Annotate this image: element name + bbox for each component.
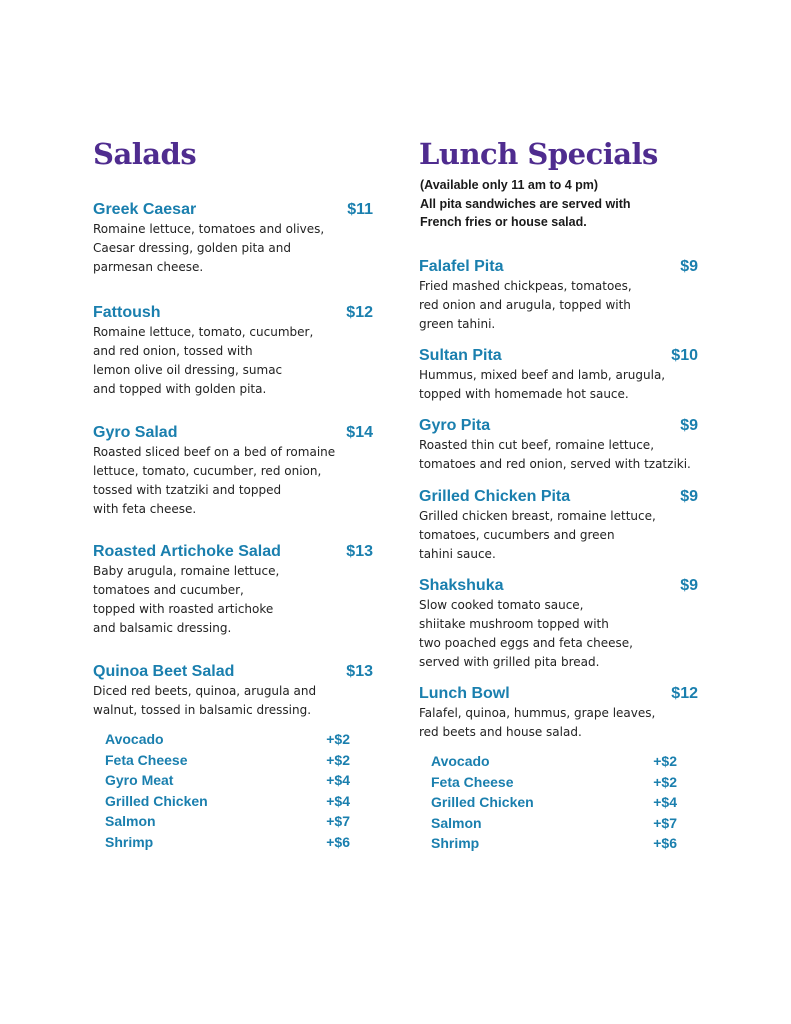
- description-line: topped with homemade hot sauce.: [419, 387, 629, 401]
- item-price: $13: [346, 663, 373, 680]
- addon-name: Shrimp: [105, 833, 154, 850]
- description-line: walnut, tossed in balsamic dressing.: [93, 703, 312, 717]
- addon-price: +$2: [653, 773, 677, 790]
- item-price: $10: [671, 347, 698, 364]
- item-price: $12: [671, 685, 698, 702]
- item-price: $12: [346, 304, 373, 321]
- salads-title: Salads: [93, 137, 197, 171]
- description-line: red beets and house salad.: [419, 725, 582, 739]
- item-description: [93, 443, 375, 519]
- addon-salmon: [431, 813, 677, 834]
- description-line: Grilled chicken breast, romaine lettuce,: [419, 509, 656, 523]
- menu-item-gyro-pita: [419, 416, 701, 474]
- addon-avocado: [105, 729, 350, 750]
- item-description: [419, 366, 701, 404]
- description-line: tossed with tzatziki and topped: [93, 483, 282, 497]
- addon-price: +$4: [326, 772, 350, 788]
- description-line: Caesar dressing, golden pita and: [93, 241, 291, 255]
- item-description: [419, 277, 701, 334]
- description-line: shiitake mushroom topped with: [419, 617, 609, 631]
- description-line: red onion and arugula, topped with: [419, 298, 631, 312]
- item-name: Greek Caesar: [93, 201, 197, 218]
- item-name: Lunch Bowl: [419, 685, 510, 702]
- menu-item-gyro-salad: [93, 423, 375, 519]
- addon-price: +$4: [326, 792, 350, 809]
- item-description: [419, 507, 701, 564]
- description-line: Slow cooked tomato sauce,: [419, 598, 584, 612]
- addon-price: +$2: [326, 731, 350, 747]
- item-price: $11: [347, 201, 373, 218]
- menu-item-greek-caesar: [93, 200, 375, 277]
- description-line: and balsamic dressing.: [93, 621, 232, 635]
- addon-feta-cheese: [105, 750, 350, 771]
- description-line: two poached eggs and feta cheese,: [419, 636, 633, 650]
- addon-price: +$6: [653, 835, 677, 851]
- addon-name: Avocado: [431, 753, 490, 769]
- salads-addons-list: [105, 729, 350, 852]
- description-line: Hummus, mixed beef and lamb, arugula,: [419, 368, 666, 382]
- item-name: Gyro Salad: [93, 424, 178, 441]
- description-line: parmesan cheese.: [93, 260, 204, 274]
- lunch-specials-title: Lunch Specials: [419, 137, 658, 171]
- description-line: and topped with golden pita.: [93, 382, 267, 396]
- item-description: [419, 704, 701, 742]
- addon-shrimp: [431, 833, 677, 854]
- description-line: Roasted thin cut beef, romaine lettuce,: [419, 438, 655, 452]
- addon-name: Avocado: [105, 731, 164, 747]
- description-line: and red onion, tossed with: [93, 344, 253, 358]
- addon-price: +$7: [326, 813, 350, 829]
- description-line: tomatoes and red onion, served with tzatziki.: [419, 457, 691, 471]
- addon-name: Salmon: [105, 813, 156, 829]
- addon-name: Feta Cheese: [431, 773, 514, 790]
- addon-avocado: [431, 751, 677, 772]
- description-line: Falafel, quinoa, hummus, grape leaves,: [419, 706, 656, 720]
- addon-shrimp: [105, 832, 350, 853]
- menu-item-lunch-bowl: [419, 684, 701, 742]
- description-line: topped with roasted artichoke: [93, 602, 274, 616]
- addon-name: Gyro Meat: [105, 772, 174, 788]
- addon-grilled-chicken: [431, 792, 677, 813]
- item-description: [419, 436, 701, 474]
- description-line: tomatoes and cucumber,: [93, 583, 244, 597]
- addon-name: Grilled Chicken: [431, 794, 534, 810]
- addon-price: +$4: [653, 794, 677, 810]
- addon-name: Shrimp: [431, 835, 480, 851]
- item-description: [93, 682, 375, 720]
- item-price: $9: [680, 258, 698, 275]
- item-price: $9: [680, 488, 698, 505]
- note-line: French fries or house salad.: [420, 215, 587, 229]
- item-name: Quinoa Beet Salad: [93, 663, 235, 680]
- item-description: [93, 562, 375, 638]
- addon-price: +$2: [653, 753, 677, 769]
- item-price: $9: [680, 577, 698, 594]
- description-line: with feta cheese.: [93, 502, 197, 516]
- item-description: [419, 596, 701, 672]
- item-price: $13: [346, 543, 373, 560]
- description-line: Baby arugula, romaine lettuce,: [93, 564, 280, 578]
- menu-item-fattoush: [93, 303, 375, 399]
- menu-item-shakshuka: [419, 576, 701, 672]
- item-description: [93, 323, 375, 399]
- addon-feta-cheese: [431, 772, 677, 793]
- item-price: $14: [346, 424, 373, 441]
- addon-price: +$7: [653, 814, 677, 831]
- lunch-addons-list: [431, 751, 677, 854]
- description-line: tomatoes, cucumbers and green: [419, 528, 615, 542]
- item-description: [93, 220, 375, 277]
- description-line: green tahini.: [419, 317, 496, 331]
- description-line: Romaine lettuce, tomato, cucumber,: [93, 325, 314, 339]
- menu-item-falafel-pita: [419, 257, 701, 334]
- description-line: tahini sauce.: [419, 547, 496, 561]
- description-line: Roasted sliced beef on a bed of romaine: [93, 445, 336, 459]
- addon-name: Grilled Chicken: [105, 792, 208, 809]
- addon-gyro-meat: [105, 770, 350, 791]
- menu-item-quinoa-beet-salad: [93, 662, 375, 720]
- description-line: Diced red beets, quinoa, arugula and: [93, 684, 317, 698]
- note-line: (Available only 11 am to 4 pm): [420, 178, 599, 192]
- item-name: Shakshuka: [419, 577, 504, 594]
- addon-name: Salmon: [431, 814, 482, 831]
- menu-item-roasted-artichoke-salad: [93, 542, 375, 638]
- description-line: lemon olive oil dressing, sumac: [93, 363, 283, 377]
- lunch-availability-note: [420, 176, 710, 232]
- item-name: Falafel Pita: [419, 258, 504, 275]
- item-name: Fattoush: [93, 304, 161, 321]
- addon-price: +$2: [326, 751, 350, 768]
- item-name: Gyro Pita: [419, 417, 491, 434]
- description-line: Romaine lettuce, tomatoes and olives,: [93, 222, 325, 236]
- item-name: Grilled Chicken Pita: [419, 488, 571, 505]
- description-line: Fried mashed chickpeas, tomatoes,: [419, 279, 632, 293]
- description-line: served with grilled pita bread.: [419, 655, 600, 669]
- addon-name: Feta Cheese: [105, 751, 188, 768]
- addon-grilled-chicken: [105, 791, 350, 812]
- addon-salmon: [105, 811, 350, 832]
- item-name: Sultan Pita: [419, 347, 502, 364]
- description-line: lettuce, tomato, cucumber, red onion,: [93, 464, 322, 478]
- addon-price: +$6: [326, 833, 350, 850]
- menu-item-sultan-pita: [419, 346, 701, 404]
- menu-item-grilled-chicken-pita: [419, 487, 701, 564]
- item-name: Roasted Artichoke Salad: [93, 543, 281, 560]
- note-line: All pita sandwiches are served with: [420, 196, 631, 211]
- item-price: $9: [680, 417, 698, 434]
